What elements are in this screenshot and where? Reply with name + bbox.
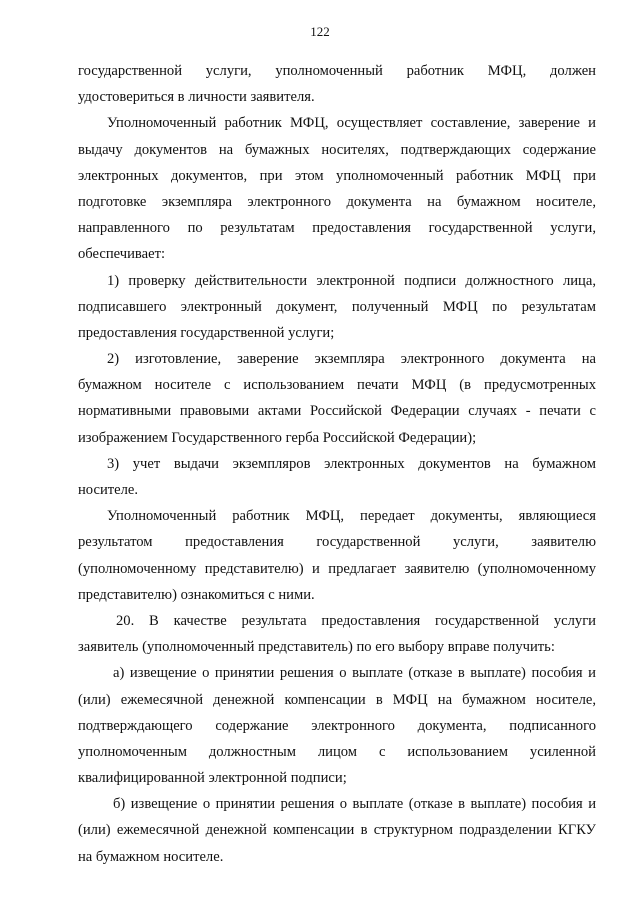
list-item-2 xyxy=(78,346,596,451)
section-20 xyxy=(78,608,596,660)
text-line: результатом предоставления государственной услуги, заявителю xyxy=(78,534,596,551)
text-line: (или) ежемесячной денежной компенсации в МФЦ на бумажном носителе, xyxy=(78,691,596,708)
text-line: б) извещение о принятии решения о выплате (отказе в выплате) пособия и xyxy=(113,796,596,813)
text-line: Уполномоченный работник МФЦ, осуществляет составление, заверение и xyxy=(107,115,596,132)
text-line: направленного по результатам предоставления государственной услуги, xyxy=(78,220,596,237)
text-line: квалифицированной электронной подписи; xyxy=(78,770,347,787)
text-line: удостовериться в личности заявителя. xyxy=(78,89,315,106)
text-line: предоставления государственной услуги; xyxy=(78,324,335,341)
text-line: (уполномоченному представителю) и предлагает заявителю (уполномоченному xyxy=(78,560,596,577)
text-line: на бумажном носителе. xyxy=(78,848,224,865)
text-line: Уполномоченный работник МФЦ, передает документы, являющиеся xyxy=(107,508,596,525)
text-line: носителе. xyxy=(78,482,139,498)
text-line: а) извещение о принятии решения о выплате (отказе в выплате) пособия и xyxy=(113,665,596,682)
text-line: бумажном носителе с использованием печати МФЦ (в предусмотренных xyxy=(78,377,596,394)
list-item-b xyxy=(78,791,596,870)
text-line: подготовке экземпляра электронного документа на бумажном носителе, xyxy=(78,193,596,210)
text-line: нормативными правовыми актами Российской Федерации случаях - печати с xyxy=(78,403,596,420)
list-item-1 xyxy=(78,268,596,347)
text-line: обеспечивает: xyxy=(78,246,166,263)
text-line: государственной услуги, уполномоченный работник МФЦ, должен xyxy=(78,63,596,79)
text-line: подтверждающего содержание электронного документа, подписанного xyxy=(78,717,596,734)
text-line: 3) учет выдачи экземпляров электронных документов на бумажном xyxy=(107,455,596,472)
text-line: подписавшего электронный документ, полученный МФЦ по результатам xyxy=(78,298,596,315)
text-line: 2) изготовление, заверение экземпляра электронного документа на xyxy=(107,351,596,368)
text-line: изображением Государственного герба Российской Федерации); xyxy=(78,429,477,446)
text-line: заявитель (уполномоченный представитель) по его выбору вправе получить: xyxy=(78,639,555,656)
text-line: (или) ежемесячной денежной компенсации в структурном подразделении КГКУ xyxy=(78,822,596,839)
text-line: 1) проверку действительности электронной подписи должностного лица, xyxy=(107,272,596,289)
text-line: 20. В качестве результата предоставления государственной услуги xyxy=(116,612,596,629)
text-line: электронных документов, при этом уполномоченный работник МФЦ при xyxy=(78,167,596,184)
text-line: уполномоченным должностным лицом с использованием усиленной xyxy=(78,743,596,760)
text-line: представителю) ознакомиться с ними. xyxy=(78,586,315,603)
list-item-3 xyxy=(78,451,596,503)
paragraph-mfc-transfer xyxy=(78,503,596,608)
paragraph-continuation xyxy=(78,58,596,110)
list-item-a xyxy=(78,660,596,791)
text-line: выдачу документов на бумажных носителях, подтверждающих содержание xyxy=(78,141,596,158)
page-number: 122 xyxy=(310,24,330,39)
document-body xyxy=(78,58,596,870)
paragraph-mfc-issuance xyxy=(78,110,596,267)
